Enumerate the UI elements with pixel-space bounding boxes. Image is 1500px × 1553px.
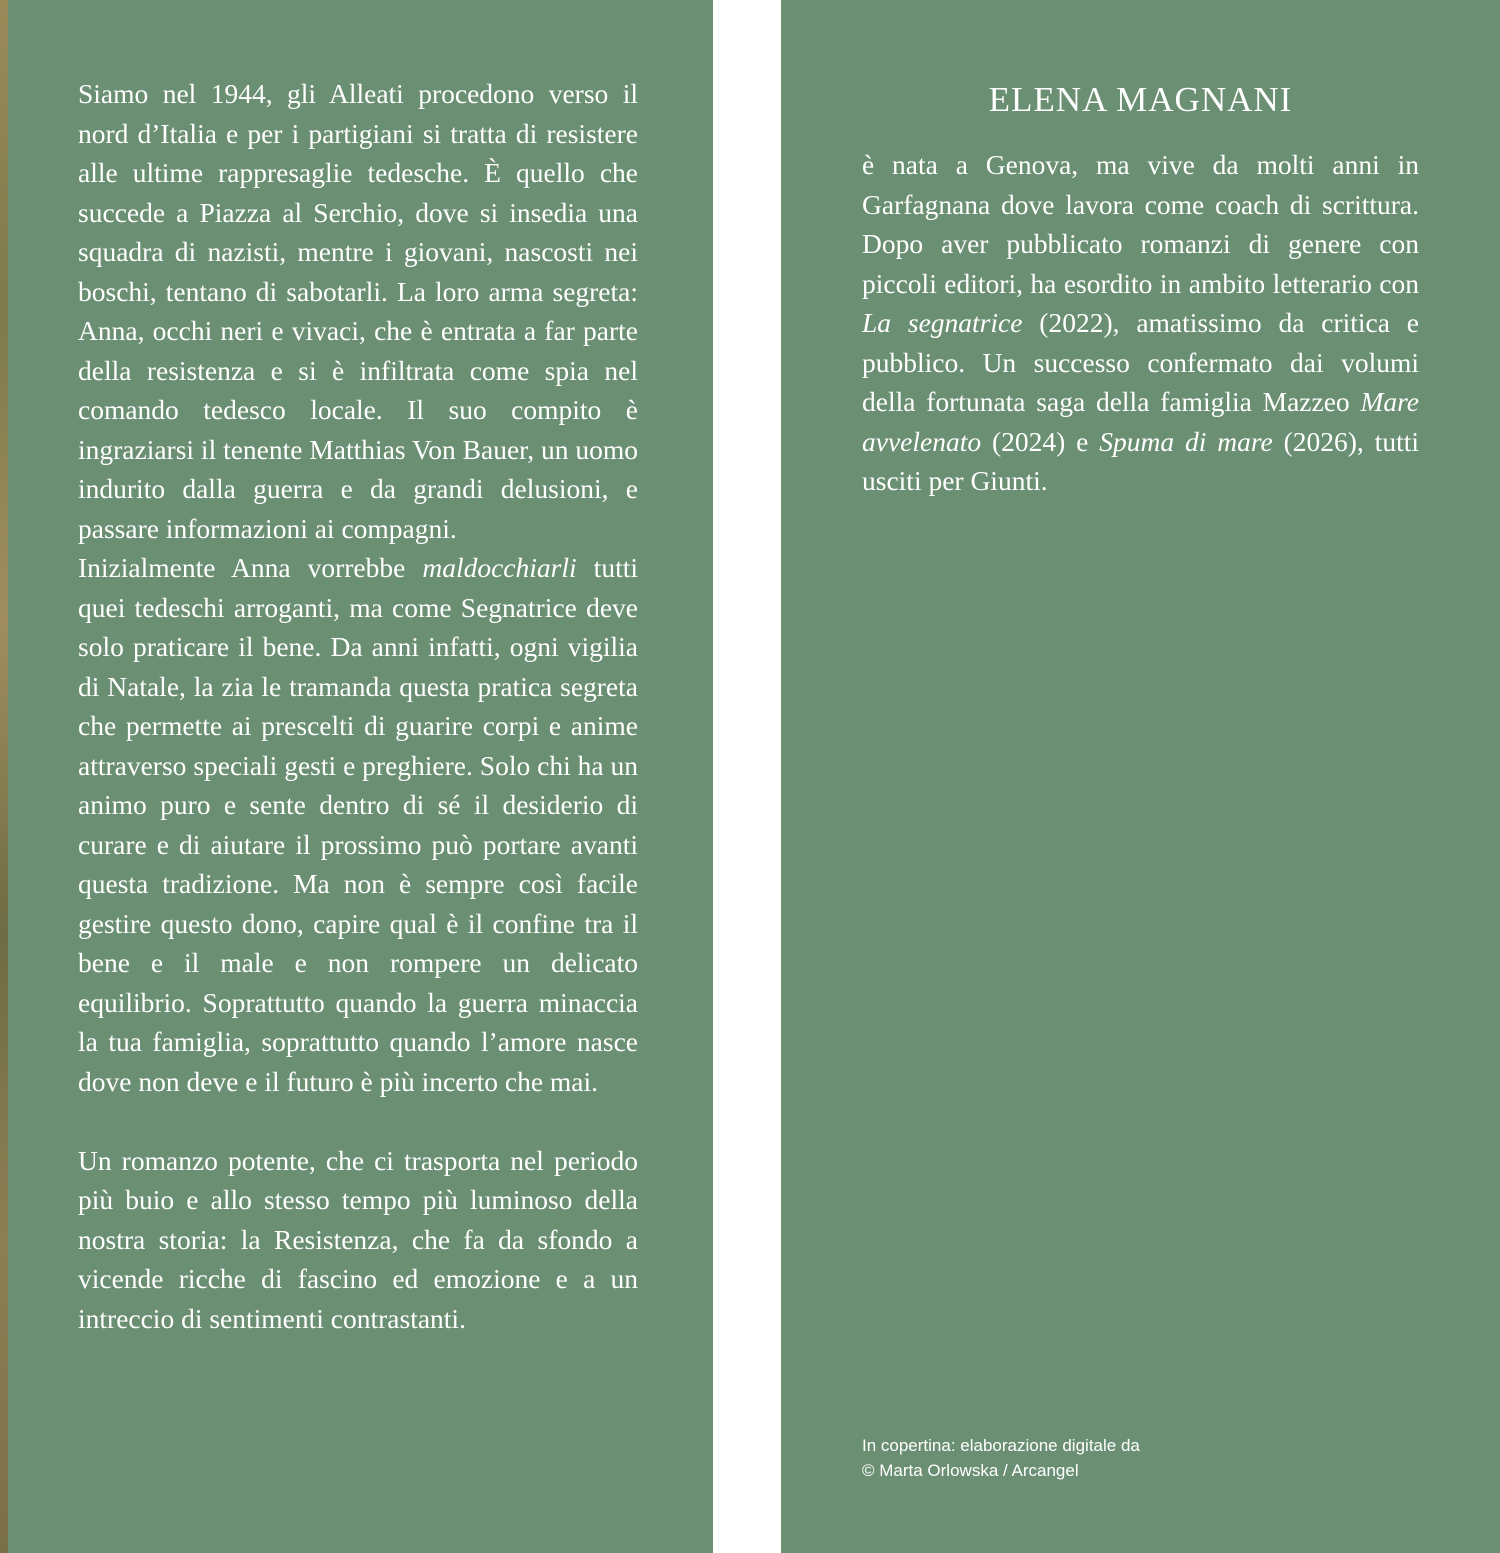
cover-credits [862, 1433, 1382, 1483]
synopsis-italic-word: maldocchiarli [422, 552, 577, 583]
synopsis-paragraph-2 [78, 548, 638, 1101]
credit-line-2: © Marta Orlowska / Arcangel [862, 1461, 1079, 1480]
cover-edge-strip [0, 0, 8, 1553]
synopsis-paragraph-3 [78, 1141, 638, 1339]
synopsis-paragraph-1-text: Siamo nel 1944, gli Alleati procedono verso il nord d’Italia e per i partigiani si tratta di resistere alle ultime rappresaglie tedesche. È quello che succede a Piazza al Serchio, dove si insedia una squadra di nazisti, mentre i giovani, nascosti nei boschi, tentano di sabotarli. La loro arma segreta: Anna, occhi neri e vivaci, che è entrata a far parte della resistenza e si è infiltrata come spia nel comando tedesco locale. Il suo compito è ingraziarsi il tenente Matthias Von Bauer, un uomo indurito dalla guerra e da grandi delusioni, e passare informazioni ai compagni. [78, 78, 638, 544]
bio-text-2: (2022), amatissimo da critica e pubblico. Un successo confermato dai volumi della fortunata saga della famiglia Mazzeo [862, 307, 1419, 417]
synopsis-paragraph-2-rest: tutti quei tedeschi arroganti, ma come Segnatrice deve solo praticare il bene. Da anni infatti, ogni vigilia di Natale, la zia le tramanda questa pratica segreta che permette ai prescelti di guarire corpi e anime attraverso speciali gesti e preghiere. Solo chi ha un animo puro e sente dentro di sé il desiderio di curare e di aiutare il prossimo può portare avanti questa tradizione. Ma non è sempre così facile gestire questo dono, capire qual è il confine tra il bene e il male e non rompere un delicato equilibrio. Soprattutto quando la guerra minaccia la tua famiglia, soprattutto quando l’amore nasce dove non deve e il futuro è più incerto che mai. [78, 552, 638, 1097]
author-name: ELENA MAGNANI [988, 80, 1293, 119]
bio-text-3: (2024) e [981, 425, 1100, 457]
flap-gutter [713, 0, 781, 1553]
bio-book-title-1: La segnatrice [862, 307, 1023, 338]
synopsis [78, 74, 638, 1338]
bio-text-1: è nata a Genova, ma vive da molti anni in Garfagnana dove lavora come coach di scrittura. Dopo aver pubblicato romanzi di genere con piccoli editori, ha esordito in ambito letterario con [862, 149, 1419, 299]
synopsis-paragraph-1 [78, 74, 638, 548]
synopsis-paragraph-3-text: Un romanzo potente, che ci trasporta nel periodo più buio e allo stesso tempo più luminoso della nostra storia: la Resistenza, che fa da sfondo a vicende ricche di fascino ed emozione e a un intreccio di sentimenti contrastanti. [78, 1144, 638, 1334]
bio-book-title-3: Spuma di mare [1099, 425, 1273, 457]
author-bio [862, 145, 1419, 501]
bio-text-4: (2026), tutti usciti per Giunti. [862, 425, 1419, 496]
paragraph-gap [78, 1101, 638, 1141]
author-bio-paragraph [862, 145, 1419, 501]
bio-book-title-2: Mare avvelenato [862, 386, 1419, 457]
synopsis-paragraph-2-lead: Inizialmente Anna vorrebbe [78, 552, 423, 583]
credit-line-1: In copertina: elaborazione digitale da [862, 1436, 1140, 1455]
